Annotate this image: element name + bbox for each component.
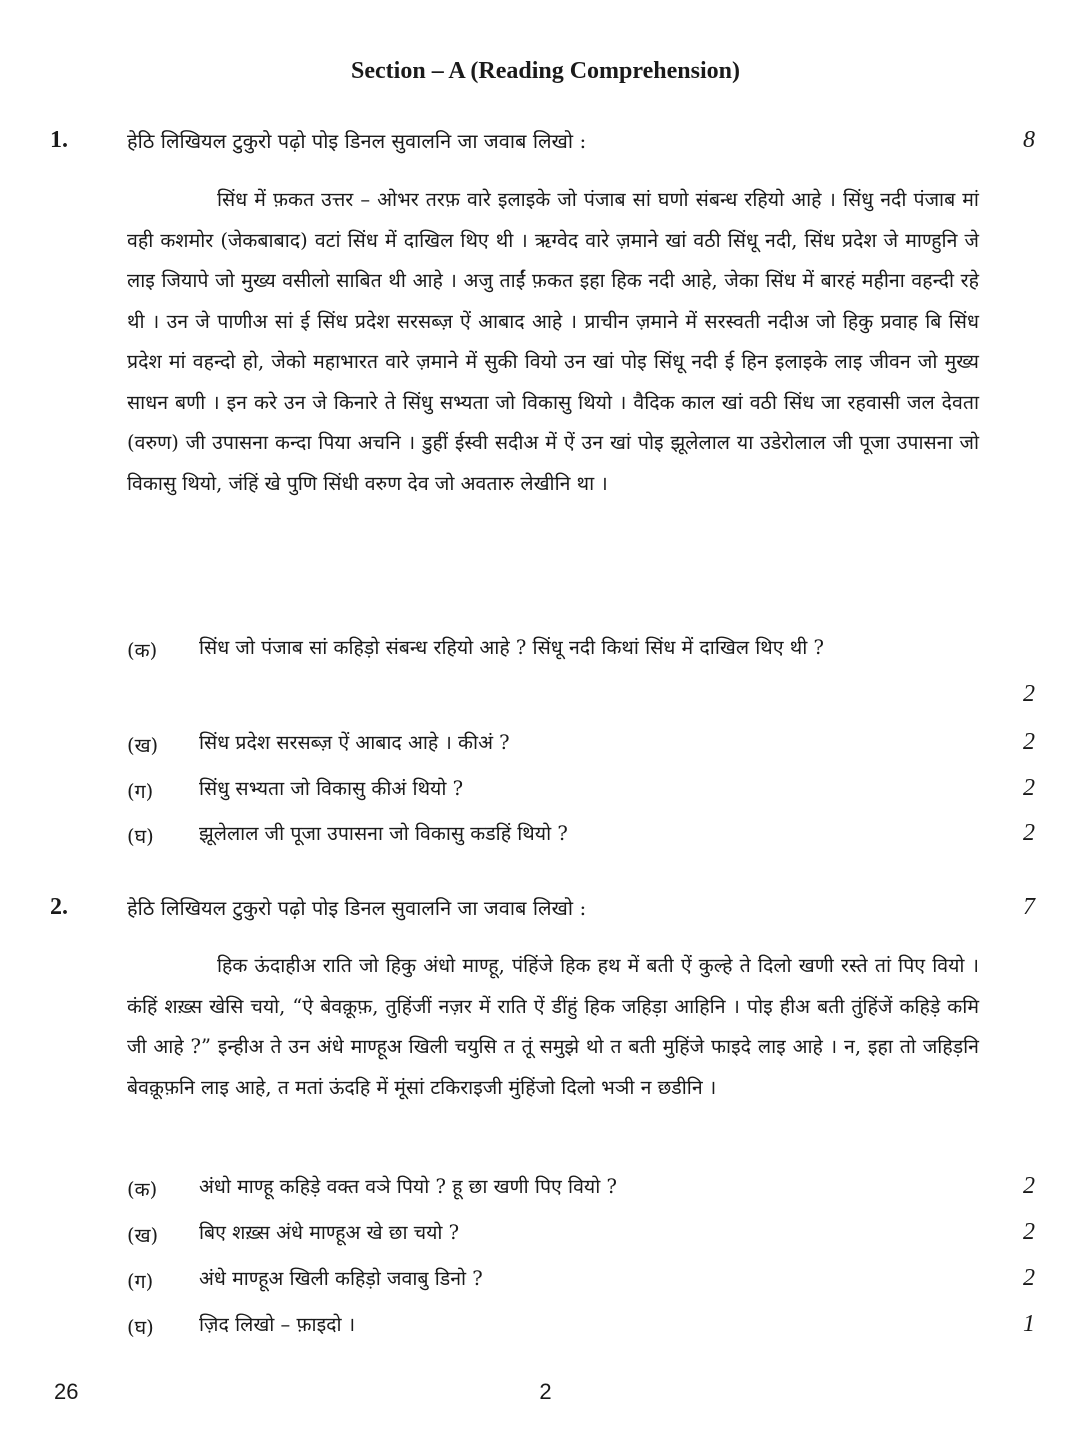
sub-question-text: सिंध प्रदेश सरसब्ज़ ऐं आबाद आहे । कीअं ? [199, 731, 510, 754]
sub-question-label: (ग) [127, 780, 154, 803]
question-number: 1. [50, 127, 68, 153]
sub-question-text: झूलेलाल जी पूजा उपासना जो विकासु कडहिं थियो ? [199, 822, 568, 845]
question-instruction: हेठि लिखियल टुकुरो पढ़ो पोइ डिनल सुवालनि जा जवाब लिखो : [127, 129, 587, 153]
sub-question-marks: 2 [1023, 1173, 1035, 1199]
question-marks: 8 [1023, 127, 1035, 153]
sub-question-marks: 2 [1023, 820, 1035, 846]
question-marks: 7 [1023, 894, 1035, 920]
sub-question-text: बिए शख़्स अंधे माण्हूअ खे छा चयो ? [199, 1221, 460, 1244]
question-number: 2. [50, 894, 68, 920]
sub-question-marks: 2 [1023, 1265, 1035, 1291]
question-instruction: हेठि लिखियल टुकुरो पढ़ो पोइ डिनल सुवालनि जा जवाब लिखो : [127, 896, 587, 920]
passage-1: सिंध में फ़कत उत्तर – ओभर तरफ़ वारे इलाइके जो पंजाब सां घणो संबन्ध रहियो आहे । सिंधु नदी पंजाब मां वही कशमोर (जेकबाबाद) वटां सिंध में दाखिल थिए थी । ऋग्वेद वारे ज़माने खां वठी सिंधू नदी, सिंध प्रदेश जे माण्हुनि जे लाइ जियापे जो मुख्य वसीलो साबित थी आहे । अजु ताईं फ़कत इहा हिक नदी आहे, जेका सिंध में बारहं महीना वहन्दी रहे थी । उन जे पाणीअ सां ई सिंध प्रदेश सरसब्ज़ ऐं आबाद आहे । प्राचीन ज़माने में सरस्वती नदीअ जो हिकु प्रवाह बि सिंध प्रदेश मां वहन्दो हो, जेको महाभारत वारे ज़माने में सुकी वियो उन खां पोइ सिंधू नदी ई हिन इलाइके लाइ जीवन जो मुख्य साधन बणी । इन करे उन जे किनारे ते सिंधु सभ्यता जो विकासु थियो । वैदिक काल खां वठी सिंध जा रहवासी जल देवता (वरुण) जी उपासना कन्दा पिया अचनि । डुहीं ईस्वी सदीअ में ऐं उन खां पोइ झूलेलाल या उडेरोलाल जी पूजा उपासना जो विकासु थियो, जंहिं खे पुणि सिंधी वरुण देव जो अवतारु लेखीनि था । [127, 188, 979, 495]
passage-2: हिक ऊंदाहीअ राति जो हिकु अंधो माण्हू, पंहिंजे हिक हथ में बती ऐं कुल्हे ते दिलो खणी रस्ते तां पिए वियो । कंहिं शख़्स खेसि चयो, “ऐ बेवक़ूफ़, तुहिंजीं नज़र में राति ऐं डींहुं हिक जहिड़ा आहिनि । पोइ हीअ बती तुंहिंजें कहिड़े कमि जी आहे ?” इन्हीअ ते उन अंधे माण्हूअ खिली चयुसि त तूं समुझे थो त बती मुहिंजे फाइदे लाइ आहे । न, इहा तो जहिड़नि बेवक़ूफ़नि लाइ आहे, त मतां ऊंदहि में मूंसां टकिराइजी मुंहिंजो दिलो भञी न छडीनि । [127, 954, 979, 1099]
sub-question-label: (घ) [127, 1316, 154, 1339]
section-title: Section – A (Reading Comprehension) [351, 58, 740, 84]
sub-question-text: अंधो माण्हू कहिड़े वक्त वञे पियो ? हू छा खणी पिए वियो ? [199, 1175, 617, 1198]
sub-question-marks: 1 [1023, 1311, 1035, 1337]
sub-question-text: ज़िद लिखो – फ़ाइदो । [199, 1313, 356, 1336]
sub-question-label: (ग) [127, 1270, 154, 1293]
sub-question-marks: 2 [1023, 729, 1035, 755]
page-number: 2 [539, 1379, 552, 1404]
sub-question-label: (क) [127, 1178, 158, 1201]
sub-question-text: सिंध जो पंजाब सां कहिड़ो संबन्ध रहियो आहे ? सिंधू नदी किथां सिंध में दाखिल थिए थी ? [199, 636, 824, 659]
sub-question-text: सिंधु सभ्यता जो विकासु कीअं थियो ? [199, 777, 464, 800]
sub-question-marks: 2 [1023, 681, 1035, 707]
sub-question-label: (ख) [127, 734, 159, 757]
paper-code: 26 [54, 1379, 79, 1404]
sub-question-label: (क) [127, 639, 158, 662]
sub-question-marks: 2 [1023, 1219, 1035, 1245]
sub-question-text: अंधे माण्हूअ खिली कहिड़ो जवाबु डिनो ? [199, 1267, 483, 1290]
sub-question-label: (घ) [127, 825, 154, 848]
sub-question-marks: 2 [1023, 775, 1035, 801]
sub-question-label: (ख) [127, 1224, 159, 1247]
